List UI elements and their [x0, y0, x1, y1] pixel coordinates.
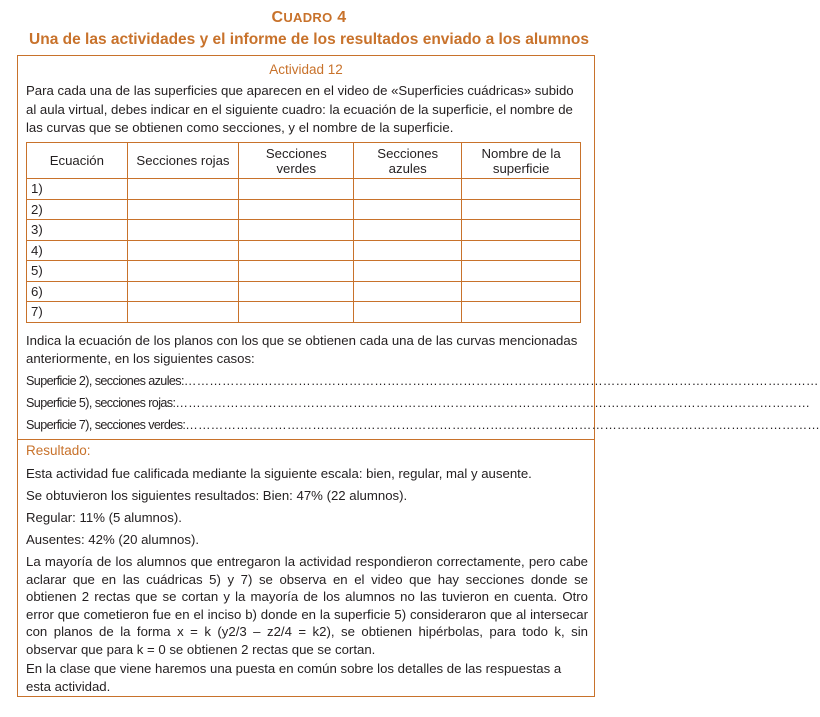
planes-instruction: Indica la ecuación de los planos con los que se obtienen cada una de las curvas mencionadas anteriormente, en los siguientes casos: — [26, 333, 578, 366]
table-cell[interactable] — [127, 240, 239, 261]
table-row — [27, 220, 581, 241]
table-cell[interactable] — [239, 281, 354, 302]
fill-line-label: Superficie 5), secciones rojas: — [26, 396, 176, 410]
col-header-nombre-superficie: Nombre de la superficie — [462, 143, 581, 179]
fill-line-superficie-2[interactable] — [26, 374, 819, 388]
row-label: 1) — [27, 179, 128, 200]
col-header-secciones-rojas: Secciones rojas — [127, 143, 239, 179]
table-cell[interactable] — [127, 281, 239, 302]
result-regular: Regular: 11% (5 alumnos). — [26, 510, 182, 525]
activity-box — [17, 55, 820, 697]
table-row — [27, 281, 581, 302]
row-label: 3) — [27, 220, 128, 241]
table-cell[interactable] — [239, 199, 354, 220]
table-cell[interactable] — [239, 240, 354, 261]
table-cell[interactable] — [127, 179, 239, 200]
table-row — [27, 179, 581, 200]
row-label: 7) — [27, 302, 128, 323]
result-scale: Esta actividad fue calificada mediante la siguiente escala: bien, regular, mal y ausente. — [26, 466, 532, 481]
table-cell[interactable] — [354, 261, 462, 282]
table-cell[interactable] — [462, 261, 581, 282]
table-cell[interactable] — [354, 281, 462, 302]
table-row — [27, 199, 581, 220]
table-cell[interactable] — [462, 199, 581, 220]
result-ausentes: Ausentes: 42% (20 alumnos). — [26, 532, 199, 547]
row-label: 6) — [27, 281, 128, 302]
table-cell[interactable] — [462, 220, 581, 241]
caption-number: 4 — [337, 9, 347, 26]
answer-table — [26, 142, 581, 323]
row-label: 2) — [27, 199, 128, 220]
activity-title: Actividad 12 — [269, 62, 343, 77]
fill-line-dots: …………………………………………………………………………………………………………………………………… — [175, 396, 811, 410]
table-row — [27, 302, 581, 323]
table-cell[interactable] — [354, 179, 462, 200]
section-divider — [18, 439, 594, 440]
fill-line-label: Superficie 2), secciones azules: — [26, 374, 184, 388]
fill-line-superficie-5[interactable] — [26, 396, 811, 410]
fill-line-label: Superficie 7), secciones verdes: — [26, 418, 186, 432]
table-cell[interactable] — [127, 199, 239, 220]
result-analysis: La mayoría de los alumnos que entregaron la actividad respondieron correctamente, pero cabe aclarar que en las cuádricas 5) y 7) se observa en el video que hay secciones donde se obtienen 2 rectas que se cortan y la mayoría de los alumnos no las tuvieron en cuenta. Otro error que cometieron fue en el inciso b) donde en la superficie 5) consideraron que al intersecar con planos de la forma x = k (y2/3 – z2/4 = k2), se obtienen hipérbolas, para todo k, sin observar que para k = 0 se obtienen 2 rectas que se cortan. — [26, 554, 588, 657]
table-cell[interactable] — [127, 261, 239, 282]
col-header-secciones-verdes: Secciones verdes — [239, 143, 354, 179]
table-cell[interactable] — [354, 302, 462, 323]
table-cell[interactable] — [462, 179, 581, 200]
table-cell[interactable] — [239, 220, 354, 241]
activity-intro: Para cada una de las superficies que aparecen en el video de «Superficies cuádricas» subido al aula virtual, debes indicar en el siguiente cuadro: la ecuación de la superficie, el nombre de las curvas que se obtienen como secciones, y el nombre de la superficie. — [26, 83, 574, 135]
fill-line-dots: …………………………………………………………………………………………………………………………………… — [183, 374, 819, 388]
table-cell[interactable] — [462, 302, 581, 323]
result-bien: Se obtuvieron los siguientes resultados: Bien: 47% (22 alumnos). — [26, 488, 408, 503]
caption-label-rest: UADRO — [283, 10, 333, 25]
caption-label-initial: C — [271, 9, 284, 26]
result-closing: En la clase que viene haremos una puesta en común sobre los detalles de las respuestas a esta actividad. — [26, 661, 562, 694]
table-cell[interactable] — [239, 179, 354, 200]
fill-line-dots: …………………………………………………………………………………………………………………………………… — [185, 418, 820, 432]
row-label: 5) — [27, 261, 128, 282]
table-row — [27, 261, 581, 282]
caption-label — [0, 9, 618, 27]
table-cell[interactable] — [127, 302, 239, 323]
table-row — [27, 240, 581, 261]
col-header-secciones-azules: Secciones azules — [354, 143, 462, 179]
result-label: Resultado: — [26, 443, 91, 458]
table-header-row — [27, 143, 581, 179]
row-label: 4) — [27, 240, 128, 261]
table-cell[interactable] — [354, 199, 462, 220]
col-header-ecuacion: Ecuación — [27, 143, 128, 179]
table-cell[interactable] — [239, 261, 354, 282]
table-cell[interactable] — [354, 220, 462, 241]
table-cell[interactable] — [354, 240, 462, 261]
table-cell[interactable] — [462, 281, 581, 302]
fill-line-superficie-7[interactable] — [26, 418, 820, 432]
table-cell[interactable] — [127, 220, 239, 241]
table-cell[interactable] — [239, 302, 354, 323]
table-cell[interactable] — [462, 240, 581, 261]
caption-title: Una de las actividades y el informe de los resultados enviado a los alumnos — [29, 31, 589, 48]
